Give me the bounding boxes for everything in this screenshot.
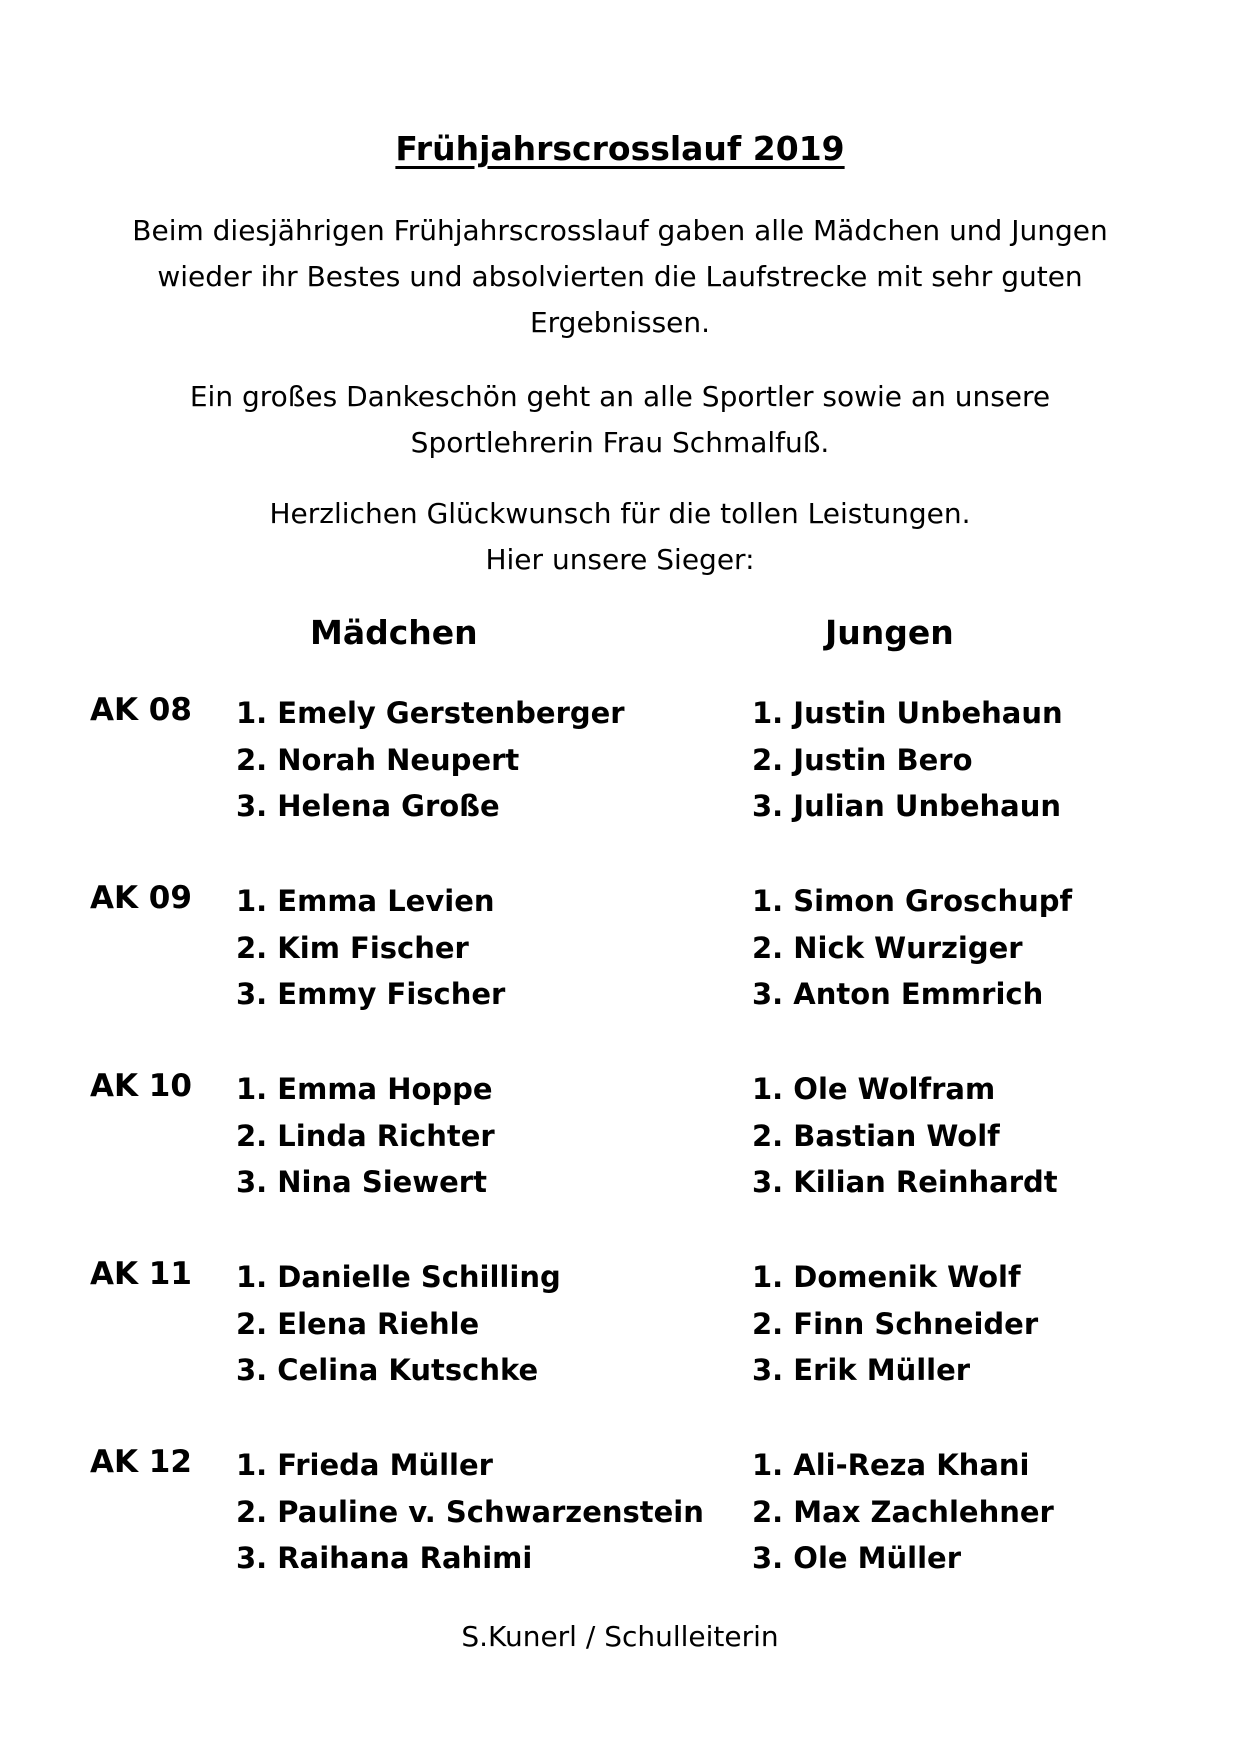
age-group-label: AK 08 — [90, 692, 192, 728]
winner-entry: 2. Pauline v. Schwarzenstein — [236, 1494, 704, 1529]
thanks-line: Ein großes Dankeschön geht an alle Sportler sowie an unsere — [189, 380, 1051, 413]
girls-winners — [236, 1254, 561, 1394]
boys-winners — [752, 1442, 1054, 1582]
winner-entry: 3. Raihana Rahimi — [236, 1541, 533, 1575]
girls-winners — [236, 690, 625, 830]
age-group-ak08 — [0, 688, 1240, 876]
winner-entry: 3. Erik Müller — [752, 1353, 971, 1387]
winner-entry: 2. Finn Schneider — [752, 1306, 1039, 1341]
winner-entry: 2. Bastian Wolf — [752, 1118, 1000, 1153]
girls-winners — [236, 1442, 704, 1582]
winner-entry: 3. Celina Kutschke — [236, 1353, 539, 1387]
boys-winners — [752, 1066, 1058, 1206]
winner-entry: 2. Kim Fischer — [236, 930, 469, 965]
intro-line: Ergebnissen. — [529, 306, 711, 339]
winner-entry: 2. Justin Bero — [752, 742, 973, 777]
age-group-label: AK 10 — [90, 1068, 192, 1104]
winner-entry: 2. Linda Richter — [236, 1118, 495, 1153]
girls-winners — [236, 878, 505, 1018]
page-title: Frühjahrscrosslauf 2019 — [395, 129, 845, 168]
winner-entry: 1. Ole Wolfram — [752, 1072, 996, 1106]
winner-entry: 3. Anton Emmrich — [752, 977, 1044, 1011]
winner-entry: 3. Ole Müller — [752, 1541, 962, 1575]
winner-entry: 2. Max Zachlehner — [752, 1494, 1054, 1529]
boys-column-heading: Jungen — [825, 613, 954, 652]
girls-column-heading: Mädchen — [310, 613, 478, 652]
winner-entry: 3. Nina Siewert — [236, 1165, 487, 1199]
age-group-label: AK 11 — [90, 1256, 192, 1292]
winner-entry: 3. Julian Unbehaun — [752, 789, 1062, 823]
age-group-ak09 — [0, 876, 1240, 1064]
winner-entry: 1. Frieda Müller — [236, 1448, 493, 1482]
winner-entry: 2. Norah Neupert — [236, 742, 520, 777]
winner-entry: 1. Emely Gerstenberger — [236, 696, 625, 730]
winner-entry: 1. Domenik Wolf — [752, 1260, 1021, 1294]
age-group-ak12 — [0, 1440, 1240, 1628]
signature: S.Kunerl / Schulleiterin — [461, 1620, 779, 1653]
age-group-ak11 — [0, 1252, 1240, 1440]
winner-entry: 1. Emma Levien — [236, 884, 495, 918]
winner-entry: 1. Danielle Schilling — [236, 1260, 561, 1294]
winner-entry: 3. Helena Große — [236, 789, 500, 823]
age-group-label: AK 12 — [90, 1444, 192, 1480]
congrats-line: Hier unsere Sieger: — [485, 543, 755, 576]
congrats-line: Herzlichen Glückwunsch für die tollen Leistungen. — [269, 497, 971, 530]
intro-line: wieder ihr Bestes und absolvierten die Laufstrecke mit sehr guten — [157, 260, 1083, 293]
winner-entry: 1. Simon Groschupf — [752, 884, 1073, 918]
intro-line: Beim diesjährigen Frühjahrscrosslauf gaben alle Mädchen und Jungen — [132, 214, 1108, 247]
winners-list — [0, 688, 1240, 1628]
girls-winners — [236, 1066, 495, 1206]
thanks-line: Sportlehrerin Frau Schmalfuß. — [410, 426, 830, 459]
boys-winners — [752, 1254, 1038, 1394]
winner-entry: 3. Kilian Reinhardt — [752, 1165, 1058, 1199]
winner-entry: 3. Emmy Fischer — [236, 977, 506, 1011]
intro-paragraph — [60, 208, 1180, 346]
congrats-paragraph — [60, 491, 1180, 583]
winner-entry: 1. Ali-Reza Khani — [752, 1448, 1030, 1482]
winner-entry: 2. Nick Wurziger — [752, 930, 1023, 965]
winner-entry: 1. Emma Hoppe — [236, 1072, 493, 1106]
age-group-label: AK 09 — [90, 880, 192, 916]
winner-entry: 1. Justin Unbehaun — [752, 696, 1063, 730]
boys-winners — [752, 878, 1072, 1018]
winner-entry: 2. Elena Riehle — [236, 1306, 480, 1341]
age-group-ak10 — [0, 1064, 1240, 1252]
boys-winners — [752, 690, 1063, 830]
thanks-paragraph — [60, 374, 1180, 466]
